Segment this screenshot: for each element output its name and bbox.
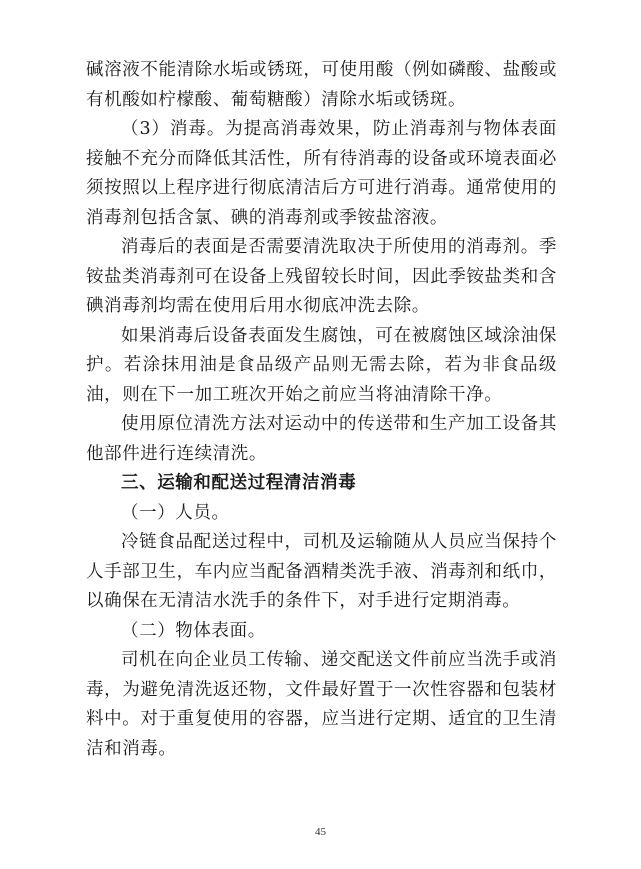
paragraph: 消毒后的表面是否需要清洗取决于所使用的消毒剂。季铵盐类消毒剂可在设备上残留较长时间，因此季铵盐类和含碘消毒剂均需在使用后用水彻底冲洗去除。 <box>86 237 557 316</box>
paragraph: 使用原位清洗方法对运动中的传送带和生产加工设备其他部件进行连续清洗。 <box>86 414 557 464</box>
subsection-heading: （一）人员。 <box>121 502 230 523</box>
section-heading: 三、运输和配送过程清洁消毒 <box>121 473 357 493</box>
paragraph: 碱溶液不能清除水垢或锈斑，可使用酸（例如磷酸、盐酸或有机酸如柠檬酸、葡萄糖酸）清除水垢或锈斑。 <box>86 60 557 110</box>
paragraph: （3）消毒。为提高消毒效果，防止消毒剂与物体表面接触不充分而降低其活性，所有待消毒的设备或环境表面必须按照以上程序进行彻底清洁后方可进行消毒。通常使用的消毒剂包括含氯、碘的消毒剂或季铵盐溶液。 <box>86 119 557 228</box>
page-number: 45 <box>315 826 326 838</box>
subsection-heading: （二）物体表面。 <box>121 620 266 641</box>
paragraph: 如果消毒后设备表面发生腐蚀，可在被腐蚀区域涂油保护。若涂抹用油是食品级产品则无需去除，若为非食品级油，则在下一加工班次开始之前应当将油清除干净。 <box>86 325 557 405</box>
page-body <box>86 56 557 764</box>
paragraph: 司机在向企业员工传输、递交配送文件前应当洗手或消毒，为避免清洗返还物，文件最好置于一次性容器和包装材料中。对于重复使用的容器，应当进行定期、适宜的卫生清洁和消毒。 <box>86 650 557 759</box>
paragraph: 冷链食品配送过程中，司机及运输随从人员应当保持个人手部卫生，车内应当配备酒精类洗手液、消毒剂和纸巾，以确保在无清洁水洗手的条件下，对手进行定期消毒。 <box>86 532 557 611</box>
